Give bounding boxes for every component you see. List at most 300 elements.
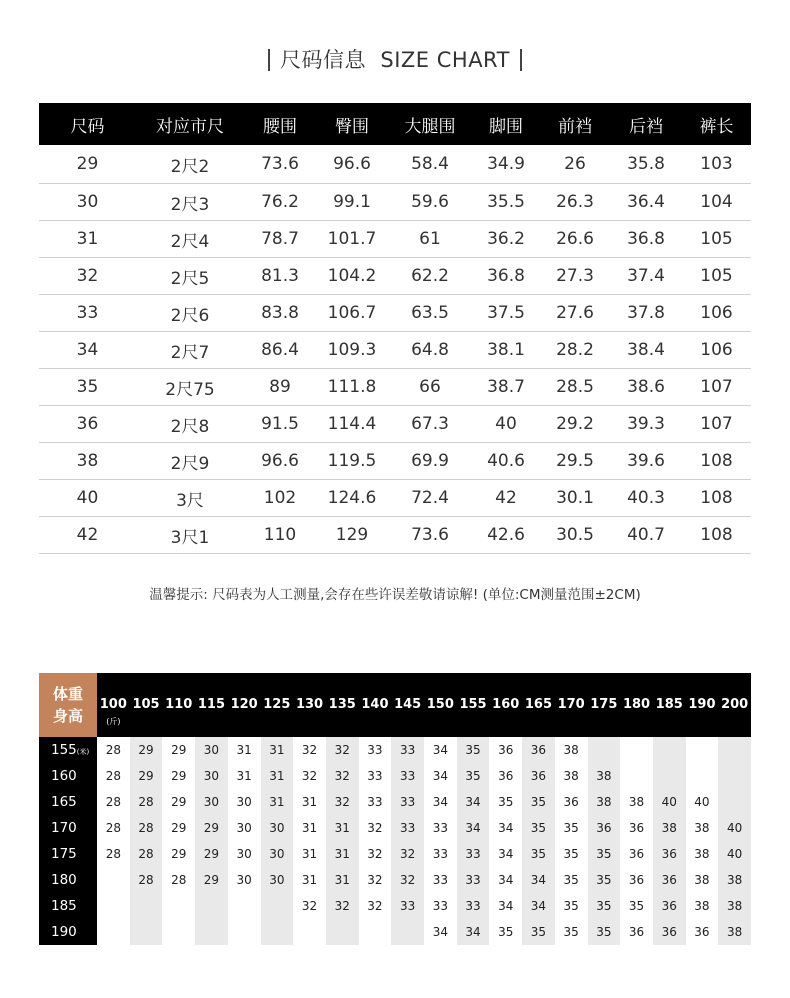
grid-cell: 35 [563,899,579,913]
size-chart-cell: 91.5 [244,406,316,443]
size-chart-cell: 42.6 [472,517,540,554]
size-chart-cell: 38.6 [610,369,682,406]
grid-cell: 32 [301,769,318,783]
grid-cell: 31 [301,795,318,809]
weight-column-label [391,673,424,737]
size-chart-cell: 105 [682,258,751,295]
height-row-label [39,893,97,919]
weight-value: 140 [361,697,389,712]
grid-cell: 38 [628,795,645,809]
grid-cell: 33 [400,821,416,835]
weight-column-label [522,673,555,737]
grid-cell: 38 [563,743,579,757]
size-chart-cell: 110 [244,517,316,554]
grid-cell: 35 [596,873,612,887]
weight-column-label [424,673,457,737]
size-chart-cell: 39.6 [610,443,682,480]
grid-cell: 38 [694,873,710,887]
weight-value: 125 [263,697,291,712]
size-chart-cell: 62.2 [388,258,472,295]
weight-value: 165 [524,697,552,712]
grid-cell: 31 [269,795,285,809]
grid-cell: 36 [628,847,645,861]
size-chart-row [39,443,751,480]
grid-cell: 34 [432,743,448,757]
grid-cell: 34 [432,769,448,783]
grid-cell: 34 [465,821,481,835]
grid-cell: 32 [367,821,383,835]
grid-cell: 33 [400,743,416,757]
size-chart-row [39,517,751,554]
height-row-label [39,841,97,867]
grid-cell: 28 [138,873,154,887]
grid-cell: 34 [498,821,514,835]
size-chart-header-cell: 大腿围 [388,103,472,145]
grid-cell: 28 [105,743,121,757]
size-chart-cell: 59.6 [388,184,472,221]
size-chart-cell: 36.4 [610,184,682,221]
size-chart-cell: 36.8 [472,258,540,295]
grid-cell: 33 [367,769,383,783]
grid-cell: 38 [596,769,612,783]
size-chart-cell: 30 [39,184,136,221]
size-chart-cell: 42 [39,517,136,554]
weight-column-label [620,673,653,737]
size-chart-cell: 3尺 [136,480,244,517]
size-chart-header-cell: 前裆 [540,103,610,145]
weight-column-label [293,673,326,737]
grid-cell: 35 [596,925,612,939]
grid-cell: 35 [530,847,547,861]
size-chart-cell: 36.8 [610,221,682,258]
grid-cell: 30 [236,821,252,835]
size-chart-header-cell: 对应市尺 [136,103,244,145]
grid-cell: 36 [628,925,645,939]
size-chart-cell: 42 [472,480,540,517]
weight-value: 145 [394,697,422,712]
grid-cell: 30 [269,821,285,835]
grid-cell: 28 [105,769,121,783]
grid-cell: 33 [465,847,481,861]
size-chart-cell: 2尺2 [136,145,244,184]
grid-cell: 38 [661,821,677,835]
size-chart-cell: 30.1 [540,480,610,517]
grid-cell: 31 [301,873,318,887]
weight-column-label [359,673,392,737]
grid-cell: 34 [530,873,547,887]
grid-cell: 31 [269,743,285,757]
size-chart-row [39,221,751,258]
weight-column-label [228,673,261,737]
title-left-bar [268,49,270,71]
grid-cell: 38 [596,795,612,809]
grid-cell: 29 [171,795,187,809]
weight-value: 160 [492,697,520,712]
grid-cell: 32 [367,899,383,913]
grid-cell: 32 [334,899,350,913]
size-chart-cell: 40.6 [472,443,540,480]
weight-height-corner [39,673,97,737]
size-chart-row [39,258,751,295]
size-chart-cell: 63.5 [388,295,472,332]
title-text: 尺码信息 SIZE CHART [280,48,510,72]
grid-cell: 28 [171,873,187,887]
size-chart-cell: 58.4 [388,145,472,184]
weight-value: 120 [230,697,258,712]
grid-cell: 36 [530,769,547,783]
grid-cell: 33 [400,769,416,783]
grid-cell: 35 [563,873,579,887]
size-chart-cell: 26.6 [540,221,610,258]
size-chart-cell: 101.7 [316,221,388,258]
size-chart-cell: 40.7 [610,517,682,554]
height-value: 160 [51,768,77,784]
size-chart-cell: 29 [39,145,136,184]
size-chart-cell: 89 [244,369,316,406]
size-chart-cell: 114.4 [316,406,388,443]
grid-cell: 29 [203,821,220,835]
weight-value: 150 [426,697,454,712]
size-chart-cell: 72.4 [388,480,472,517]
grid-cell: 32 [367,847,383,861]
grid-cell: 32 [400,847,416,861]
size-chart-cell: 36 [39,406,136,443]
size-chart-cell: 26 [540,145,610,184]
weight-column-label [686,673,719,737]
size-chart-cell: 73.6 [244,145,316,184]
grid-cell: 30 [236,873,252,887]
grid-cell: 36 [661,873,677,887]
grid-cell: 30 [236,795,252,809]
weight-column-label [195,673,228,737]
grid-cell: 35 [530,821,547,835]
weight-value: 170 [557,697,585,712]
size-chart-body [39,145,751,554]
size-chart-cell: 2尺8 [136,406,244,443]
weight-column-label [653,673,686,737]
size-chart-cell: 28.2 [540,332,610,369]
weight-value: 200 [721,697,749,712]
grid-cell: 33 [367,795,383,809]
grid-cell: 31 [236,743,252,757]
grid-cell: 28 [138,821,154,835]
size-chart-cell: 27.6 [540,295,610,332]
grid-cell: 40 [727,847,743,861]
size-chart-cell: 2尺6 [136,295,244,332]
size-chart-cell: 109.3 [316,332,388,369]
grid-cell: 29 [203,847,220,861]
grid-cell: 38 [727,899,743,913]
size-chart-cell: 2尺5 [136,258,244,295]
grid-cell: 36 [498,743,514,757]
grid-cell: 35 [596,847,612,861]
grid-cell: 36 [661,925,677,939]
grid-cell: 34 [465,795,481,809]
size-chart-header-cell: 脚围 [472,103,540,145]
size-chart-cell: 105 [682,221,751,258]
grid-cell: 35 [498,795,514,809]
weight-column-label [162,673,195,737]
size-chart-cell: 40 [39,480,136,517]
weight-value: 115 [197,697,225,712]
height-row-label [39,763,97,789]
height-value: 165 [51,794,77,810]
grid-cell: 35 [465,769,481,783]
size-chart-cell: 35 [39,369,136,406]
size-chart-cell: 38.7 [472,369,540,406]
size-chart-cell: 69.9 [388,443,472,480]
weight-column-label [261,673,294,737]
size-chart-cell: 83.8 [244,295,316,332]
size-chart-cell: 38.1 [472,332,540,369]
weight-value: 180 [622,697,651,712]
grid-cell: 29 [203,873,220,887]
grid-cell: 30 [236,847,252,861]
grid-cell: 32 [334,795,350,809]
grid-cell: 29 [138,743,154,757]
size-chart-cell: 37.8 [610,295,682,332]
weight-value: 155 [459,697,487,712]
grid-cell: 30 [203,769,220,783]
grid-cell: 32 [367,873,383,887]
size-chart-cell: 106 [682,295,751,332]
grid-cell: 32 [334,743,350,757]
size-chart-cell: 30.5 [540,517,610,554]
weight-value: 105 [132,697,160,712]
weight-value: 135 [328,697,356,712]
weight-value: 110 [165,697,193,712]
height-value: 180 [51,872,77,888]
height-row-label [39,919,97,945]
grid-cell: 30 [203,743,220,757]
height-label-column [39,737,97,945]
grid-cell: 34 [498,899,514,913]
grid-cell: 33 [367,743,383,757]
size-chart-cell: 40 [472,406,540,443]
grid-cell: 30 [203,795,220,809]
height-value: 185 [51,898,77,914]
size-chart-cell: 96.6 [244,443,316,480]
size-chart-cell: 107 [682,406,751,443]
weight-column-label [326,673,359,737]
weight-column-label [97,673,130,737]
size-chart-cell: 104.2 [316,258,388,295]
weight-column-label [457,673,490,737]
weight-column-label [555,673,588,737]
corner-height-label: 身高 [52,707,83,725]
grid-cell: 33 [400,899,416,913]
grid-cell: 33 [400,795,416,809]
grid-cell: 34 [498,873,514,887]
size-chart-row [39,332,751,369]
grid-cell: 36 [661,847,677,861]
title-right-bar [520,49,522,71]
weight-value: 190 [688,697,716,712]
size-chart-cell: 3尺1 [136,517,244,554]
height-row-label [39,789,97,815]
size-chart-cell: 73.6 [388,517,472,554]
grid-cell: 31 [334,873,350,887]
page-title [0,44,790,74]
size-chart-cell: 2尺75 [136,369,244,406]
size-chart-cell: 2尺9 [136,443,244,480]
weight-value: 185 [655,697,683,712]
measurement-note: 温馨提示: 尺码表为人工测量,会存在些许误差敬请谅解! (单位:CM测量范围±2CM) [149,587,641,603]
size-chart-cell: 37.5 [472,295,540,332]
grid-cell: 29 [171,743,187,757]
grid-cell: 35 [530,925,547,939]
grid-cell: 33 [465,873,481,887]
grid-cell: 36 [628,821,645,835]
grid-cell: 34 [465,925,481,939]
grid-cell: 32 [301,899,318,913]
size-chart-cell: 99.1 [316,184,388,221]
size-chart-cell: 29.2 [540,406,610,443]
size-chart-cell: 106 [682,332,751,369]
height-row-label [39,737,97,763]
grid-cell: 36 [694,925,710,939]
size-chart-cell: 33 [39,295,136,332]
size-chart-table [39,103,751,554]
size-chart-cell: 78.7 [244,221,316,258]
size-chart-cell: 106.7 [316,295,388,332]
size-chart-cell: 32 [39,258,136,295]
height-value: 155 [51,742,77,758]
weight-column-label [718,673,751,737]
grid-cell: 31 [334,847,350,861]
size-chart-header-cell: 尺码 [39,103,136,145]
size-chart-cell: 96.6 [316,145,388,184]
size-chart-cell: 28.5 [540,369,610,406]
grid-cell: 36 [563,795,579,809]
grid-cell: 30 [269,873,285,887]
grid-cell: 32 [334,769,350,783]
size-chart-cell: 2尺4 [136,221,244,258]
size-chart-cell: 66 [388,369,472,406]
height-value: 170 [51,820,77,836]
grid-cell: 29 [171,847,187,861]
size-chart-header-cell: 后裆 [610,103,682,145]
size-chart-header-cell: 腰围 [244,103,316,145]
weight-unit: (斤) [106,717,121,726]
size-chart-cell: 76.2 [244,184,316,221]
grid-cell: 32 [400,873,416,887]
size-chart-cell: 108 [682,517,751,554]
weight-height-chart [39,673,751,945]
height-row-label [39,815,97,841]
grid-cell: 34 [530,899,547,913]
size-chart-cell: 129 [316,517,388,554]
size-chart-cell: 104 [682,184,751,221]
grid-cell: 33 [432,899,448,913]
grid-cell: 36 [628,873,645,887]
size-chart-cell: 34.9 [472,145,540,184]
size-chart-cell: 2尺7 [136,332,244,369]
size-chart-row [39,406,751,443]
size-chart-cell: 86.4 [244,332,316,369]
grid-cell: 36 [596,821,612,835]
grid-cell: 40 [661,795,677,809]
grid-cell: 31 [301,847,318,861]
size-chart-cell: 61 [388,221,472,258]
grid-cell: 35 [563,821,579,835]
height-value: 190 [51,924,77,940]
grid-cell: 35 [498,925,514,939]
grid-cell: 35 [563,925,579,939]
size-chart-cell: 35.8 [610,145,682,184]
height-row-label [39,867,97,893]
grid-cell: 28 [138,847,154,861]
height-unit: (米) [76,748,90,756]
grid-cell: 33 [432,873,448,887]
grid-cell: 38 [563,769,579,783]
grid-cell: 34 [432,795,448,809]
grid-cell: 28 [105,821,121,835]
size-chart-cell: 26.3 [540,184,610,221]
grid-cell: 33 [465,899,481,913]
size-chart-cell: 111.8 [316,369,388,406]
size-chart-cell: 29.5 [540,443,610,480]
grid-cell: 31 [301,821,318,835]
grid-cell: 29 [171,769,187,783]
grid-cell: 32 [301,743,318,757]
weight-height-grid [97,737,751,945]
size-chart-cell: 124.6 [316,480,388,517]
size-chart-cell: 108 [682,443,751,480]
size-chart-cell: 35.5 [472,184,540,221]
grid-cell: 35 [628,899,645,913]
grid-cell: 28 [105,795,121,809]
grid-cell: 33 [432,847,448,861]
size-chart-header-cell: 臀围 [316,103,388,145]
size-chart-cell: 81.3 [244,258,316,295]
grid-cell: 35 [596,899,612,913]
size-chart-cell: 64.8 [388,332,472,369]
grid-cell: 35 [465,743,481,757]
weight-value: 130 [295,697,324,712]
height-value: 175 [51,846,77,862]
size-chart-row [39,369,751,406]
size-chart-row [39,295,751,332]
weight-column-label [588,673,621,737]
size-chart-cell: 27.3 [540,258,610,295]
size-chart-header-row [39,103,751,145]
grid-cell: 30 [269,847,285,861]
weight-value: 100 [99,697,127,712]
size-chart-cell: 108 [682,480,751,517]
size-chart-row [39,480,751,517]
size-chart-cell: 39.3 [610,406,682,443]
size-chart-cell: 40.3 [610,480,682,517]
corner-weight-label: 体重 [52,685,83,703]
grid-cell: 38 [694,847,710,861]
size-chart-cell: 37.4 [610,258,682,295]
grid-cell: 34 [498,847,514,861]
size-chart-row [39,145,751,184]
weight-column-label [130,673,163,737]
grid-cell: 28 [105,847,121,861]
grid-cell: 31 [236,769,252,783]
grid-cell: 40 [727,821,743,835]
size-chart-cell: 38 [39,443,136,480]
grid-cell: 38 [727,925,743,939]
size-chart-cell: 38.4 [610,332,682,369]
weight-header-row [97,673,751,737]
size-chart-cell: 107 [682,369,751,406]
size-chart-cell: 119.5 [316,443,388,480]
size-chart-cell: 34 [39,332,136,369]
grid-cell: 28 [138,795,154,809]
